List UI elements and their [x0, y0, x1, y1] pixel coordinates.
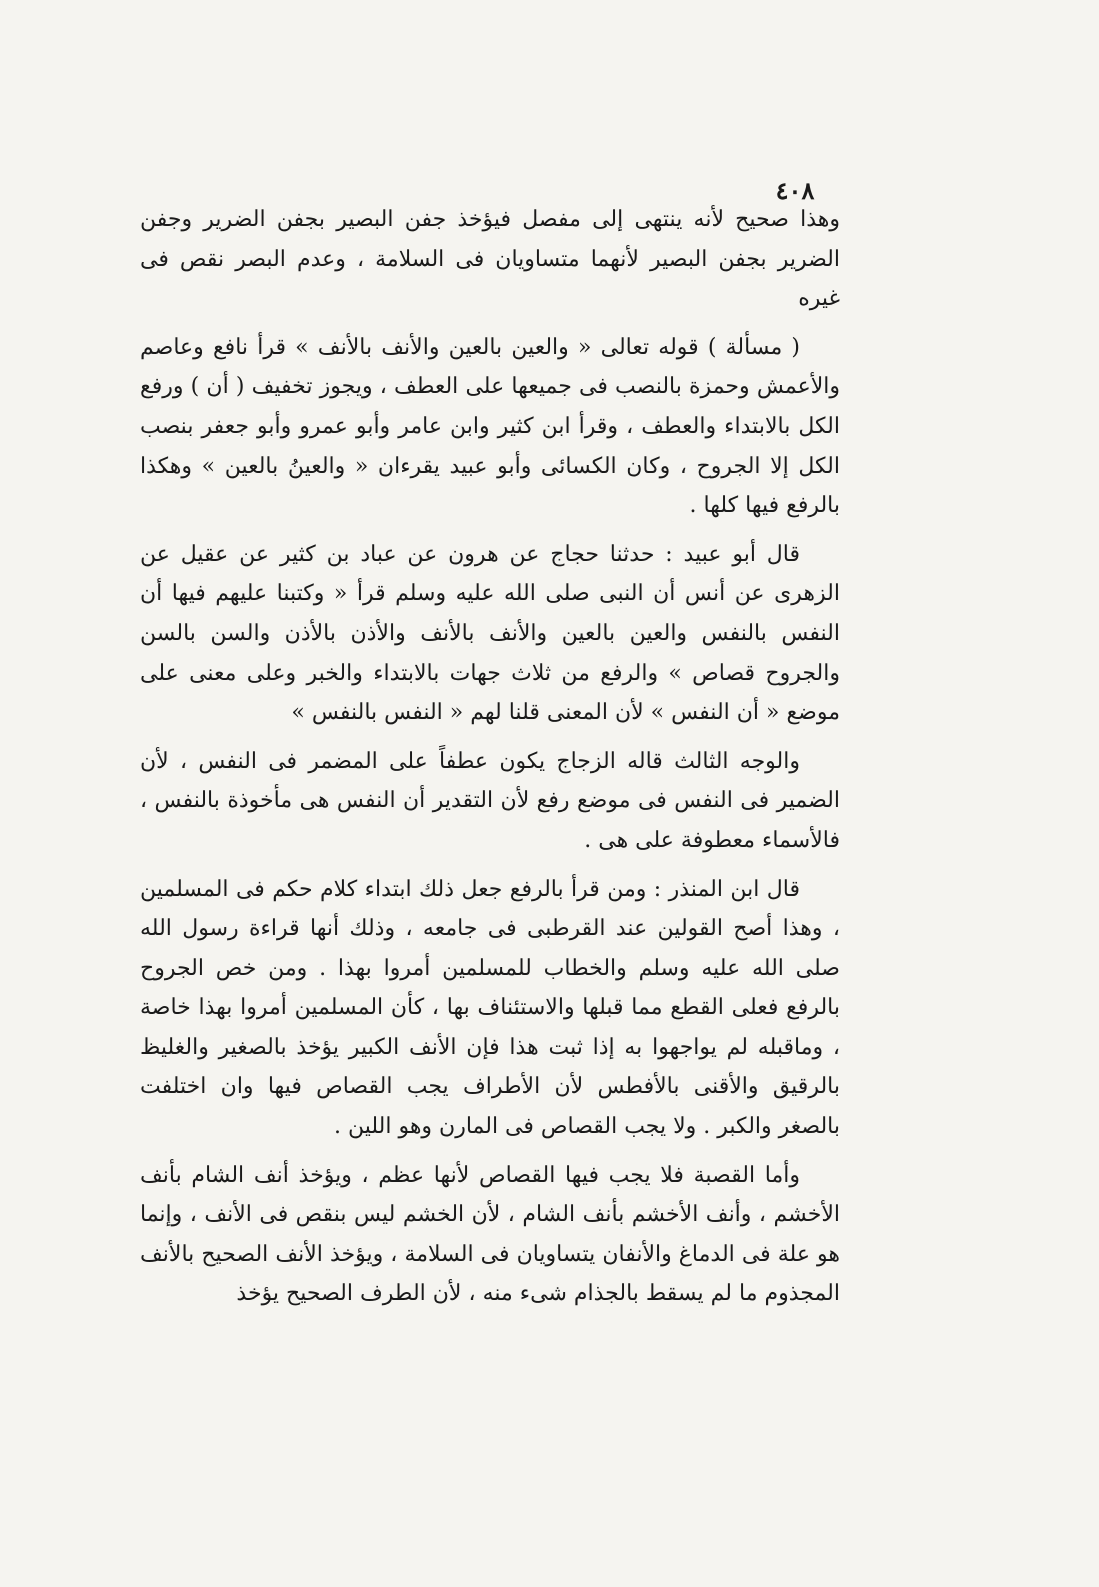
page-number: ٤٠٨ [775, 176, 815, 205]
paragraph-4: والوجه الثالث قاله الزجاج يكون عطفاً على المضمر فى النفس ، لأن الضمير فى النفس فى موضع رفع لأن التقدير أن النفس هى مأخوذة بالنفس ، فالأسماء معطوفة على هى . [140, 748, 840, 853]
main-text [140, 200, 840, 1314]
paragraph-1: وهذا صحيح لأنه ينتهى إلى مفصل فيؤخذ جفن البصير بجفن الضرير وجفن الضرير بجفن البصير لأنهما متساويان فى السلامة ، وعدم البصر نقص فى غيره [140, 207, 840, 312]
paragraph-3: قال أبو عبيد : حدثنا حجاج عن هرون عن عباد بن كثير عن عقيل عن الزهرى عن أنس أن النبى صلى الله عليه وسلم قرأ « وكتبنا عليهم فيها أن النفس بالنفس والعين بالعين والأنف بالأنف والأذن بالأذن والسن بالسن والجروح قصاص » والرفع من ثلاث جهات بالابتداء والخبر وعلى معنى على موضع « أن النفس » لأن المعنى قلنا لهم « النفس بالنفس » [140, 541, 840, 726]
paragraph-2: ( مسألة ) قوله تعالى « والعين بالعين والأنف بالأنف » قرأ نافع وعاصم والأعمش وحمزة بالنصب فى جميعها على العطف ، ويجوز تخفيف ( أن ) ورفع الكل بالابتداء والعطف ، وقرأ ابن كثير وابن عامر وأبو عمرو وأبو جعفر بنصب الكل إلا الجروح ، وكان الكسائى وأبو عبيد يقرءان « والعينُ بالعين » وهكذا بالرفع فيها كلها . [140, 334, 840, 519]
paragraph-5: قال ابن المنذر : ومن قرأ بالرفع جعل ذلك ابتداء كلام حكم فى المسلمين ، وهذا أصح القولين عند القرطبى فى جامعه ، وذلك أنها قراءة رسول الله صلى الله عليه وسلم والخطاب للمسلمين أمروا بهذا . ومن خص الجروح بالرفع فعلى القطع مما قبلها والاستئناف بها ، كأن المسلمين أمروا بهذا خاصة ، وماقبله لم يواجهوا به إذا ثبت هذا فإن الأنف الكبير يؤخذ بالصغير والغليظ بالرقيق والأقنى بالأفطس لأن الأطراف يجب القصاص فيها وان اختلفت بالصغر والكبر . ولا يجب القصاص فى المارن وهو اللين . [140, 876, 840, 1140]
paragraph-6: وأما القصبة فلا يجب فيها القصاص لأنها عظم ، ويؤخذ أنف الشام بأنف الأخشم ، وأنف الأخشم بأنف الشام ، لأن الخشم ليس بنقص فى الأنف ، وإنما هو علة فى الدماغ والأنفان يتساويان فى السلامة ، ويؤخذ الأنف الصحيح بالأنف المجذوم ما لم يسقط بالجذام شىء منه ، لأن الطرف الصحيح يؤخذ [140, 1162, 840, 1307]
